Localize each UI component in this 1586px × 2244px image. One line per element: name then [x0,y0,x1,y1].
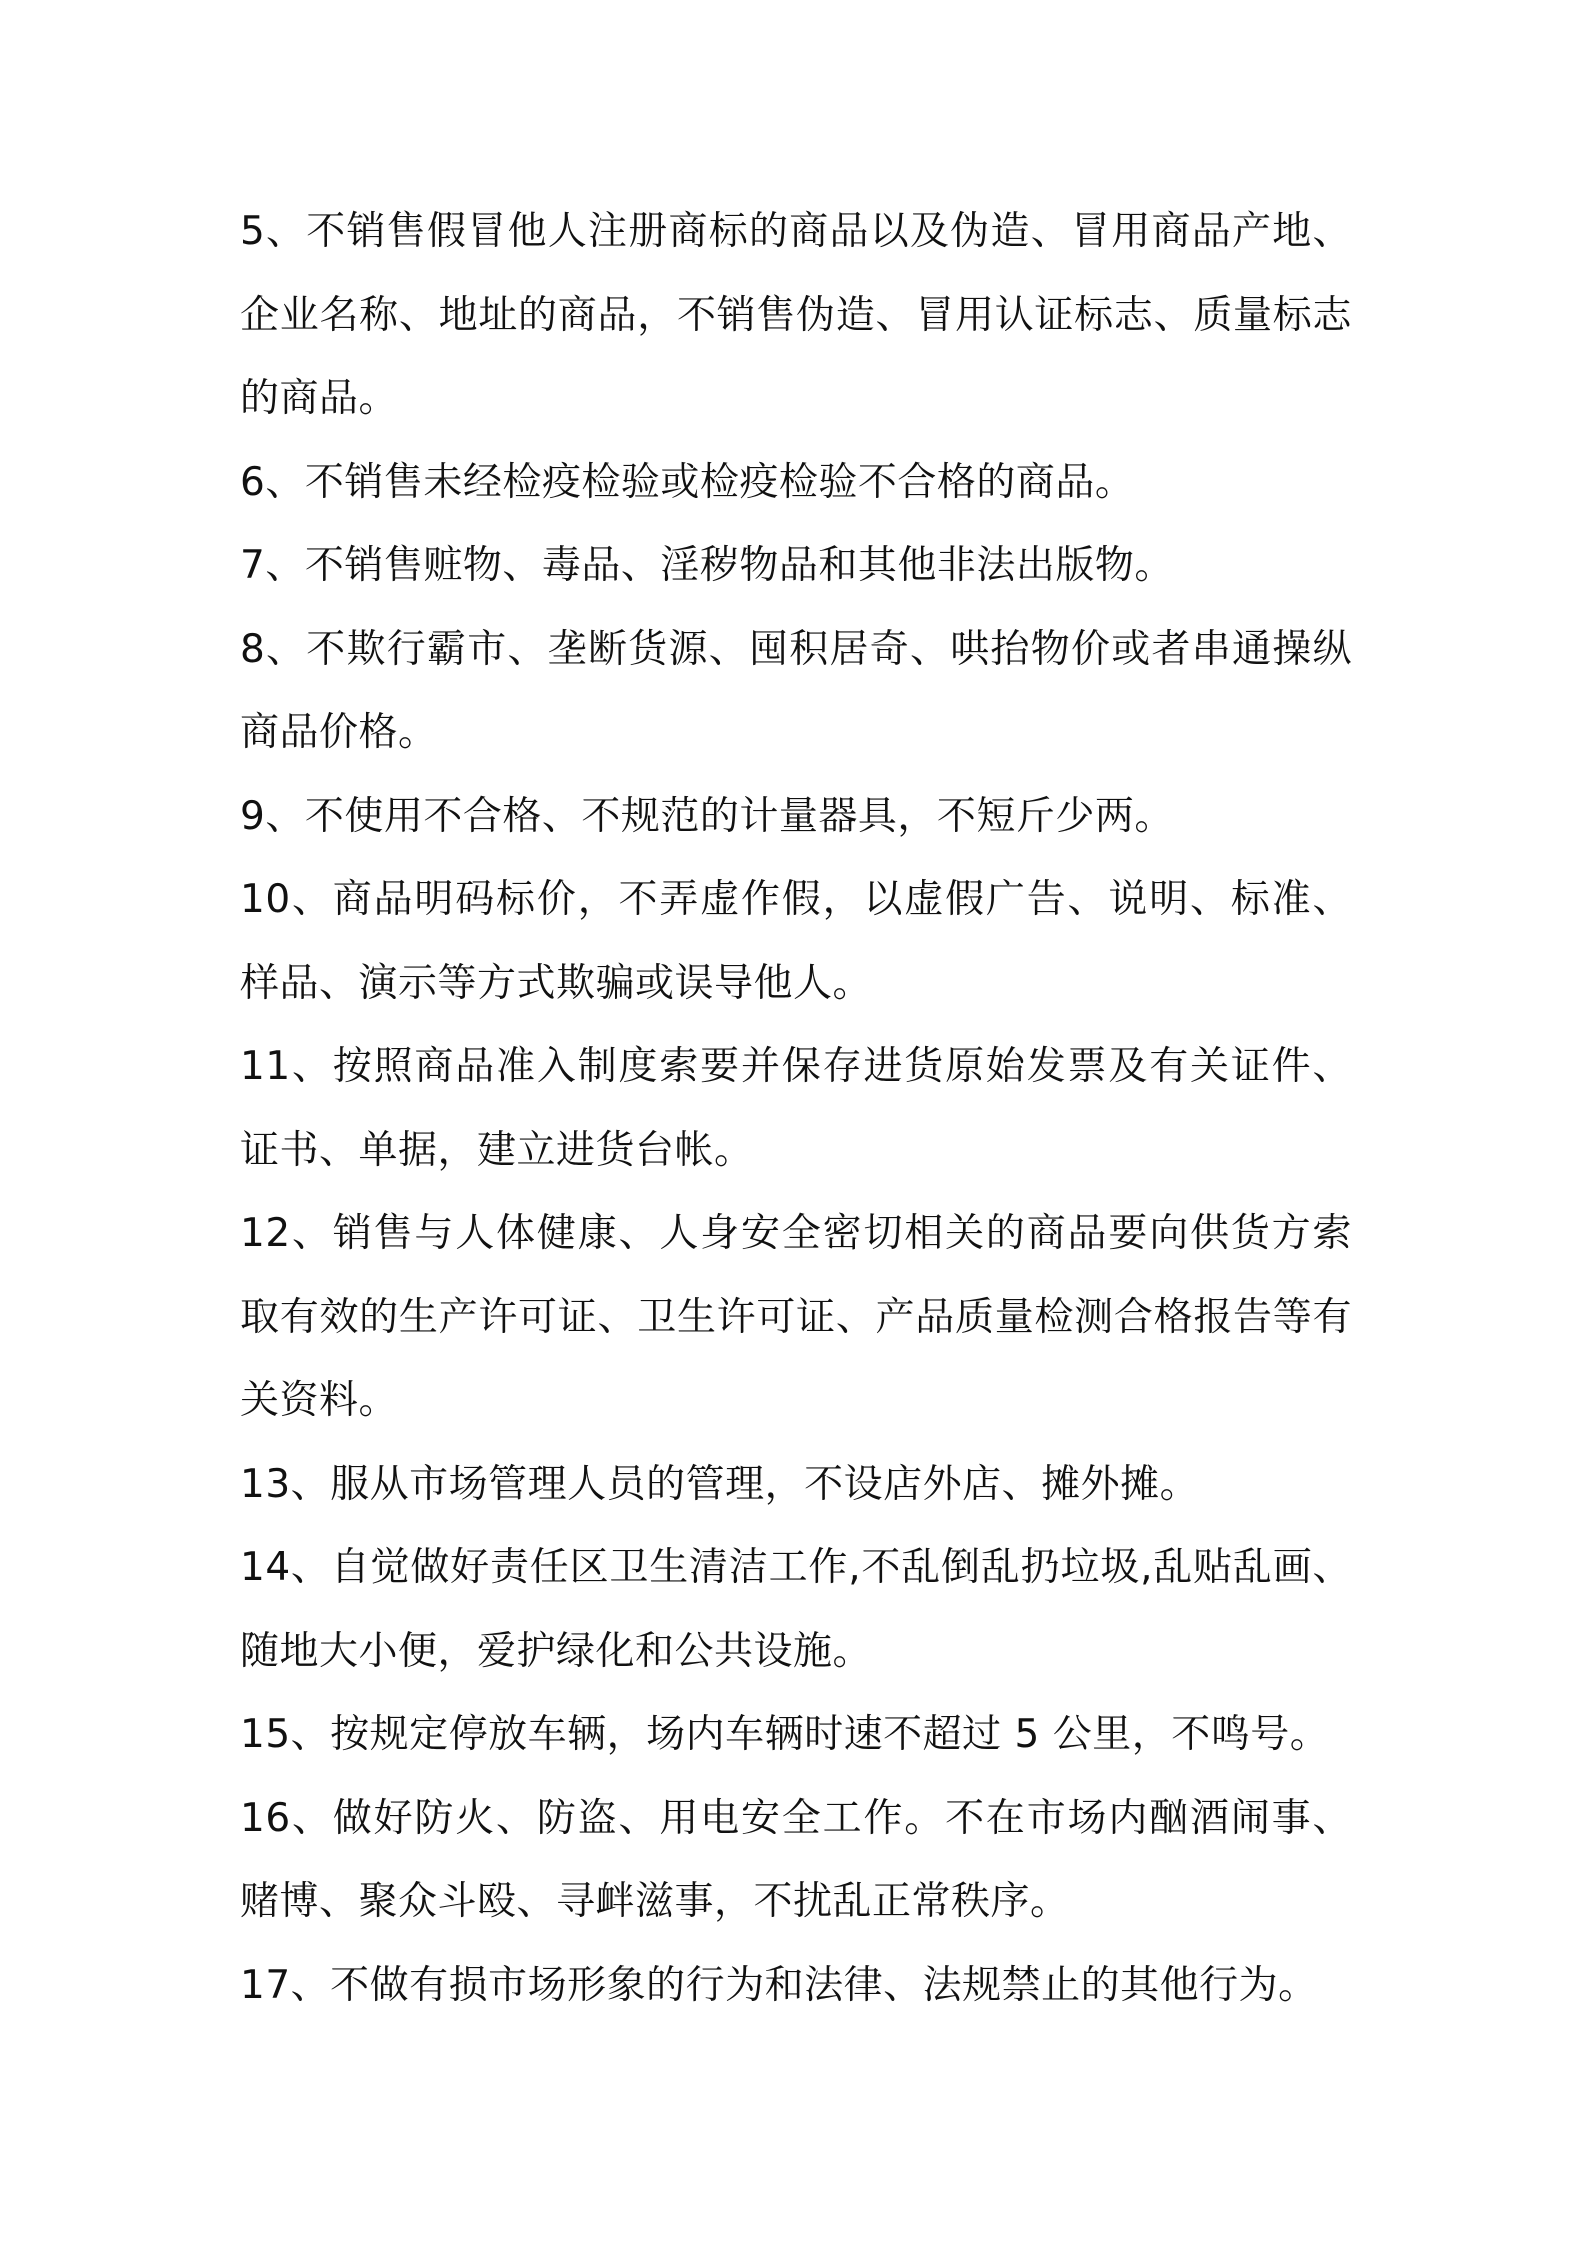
rule-item-13: 13、服从市场管理人员的管理，不设店外店、摊外摊。 [240,1461,1200,1507]
rule-item-15: 15、按规定停放车辆，场内车辆时速不超过 5 公里，不鸣号。 [240,1712,1330,1757]
rule-item-7: 7、不销售赃物、毒品、淫秽物品和其他非法出版物。 [240,543,1174,588]
document-page [240,190,1352,2027]
rule-item-5: 5、不销售假冒他人注册商标的商品以及伪造、冒用商品产地、企业名称、地址的商品，不销售伪造、冒用认证标志、质量标志的商品。 [240,209,1352,421]
rule-item-8: 8、不欺行霸市、垄断货源、囤积居奇、哄抬物价或者串通操纵商品价格。 [240,626,1352,755]
rule-item-10: 10、商品明码标价，不弄虚作假，以虚假广告、说明、标准、样品、演示等方式欺骗或误导他人。 [240,877,1352,1006]
rule-item-16: 16、做好防火、防盗、用电安全工作。不在市场内酗酒闹事、赌博、聚众斗殴、寻衅滋事，不扰乱正常秩序。 [240,1795,1352,1924]
rule-item-11: 11、按照商品准入制度索要并保存进货原始发票及有关证件、证书、单据，建立进货台帐。 [240,1044,1352,1173]
rule-item-12: 12、销售与人体健康、人身安全密切相关的商品要向供货方索取有效的生产许可证、卫生许可证、产品质量检测合格报告等有关资料。 [240,1211,1352,1423]
rule-item-17: 17、不做有损市场形象的行为和法律、法规禁止的其他行为。 [240,1962,1318,2008]
rule-item-6: 6、不销售未经检疫检验或检疫检验不合格的商品。 [240,459,1135,505]
rule-item-9: 9、不使用不合格、不规范的计量器具，不短斤少两。 [240,793,1174,839]
rule-item-14: 14、自觉做好责任区卫生清洁工作,不乱倒乱扔垃圾,乱贴乱画、随地大小便，爱护绿化和公共设施。 [240,1545,1352,1674]
